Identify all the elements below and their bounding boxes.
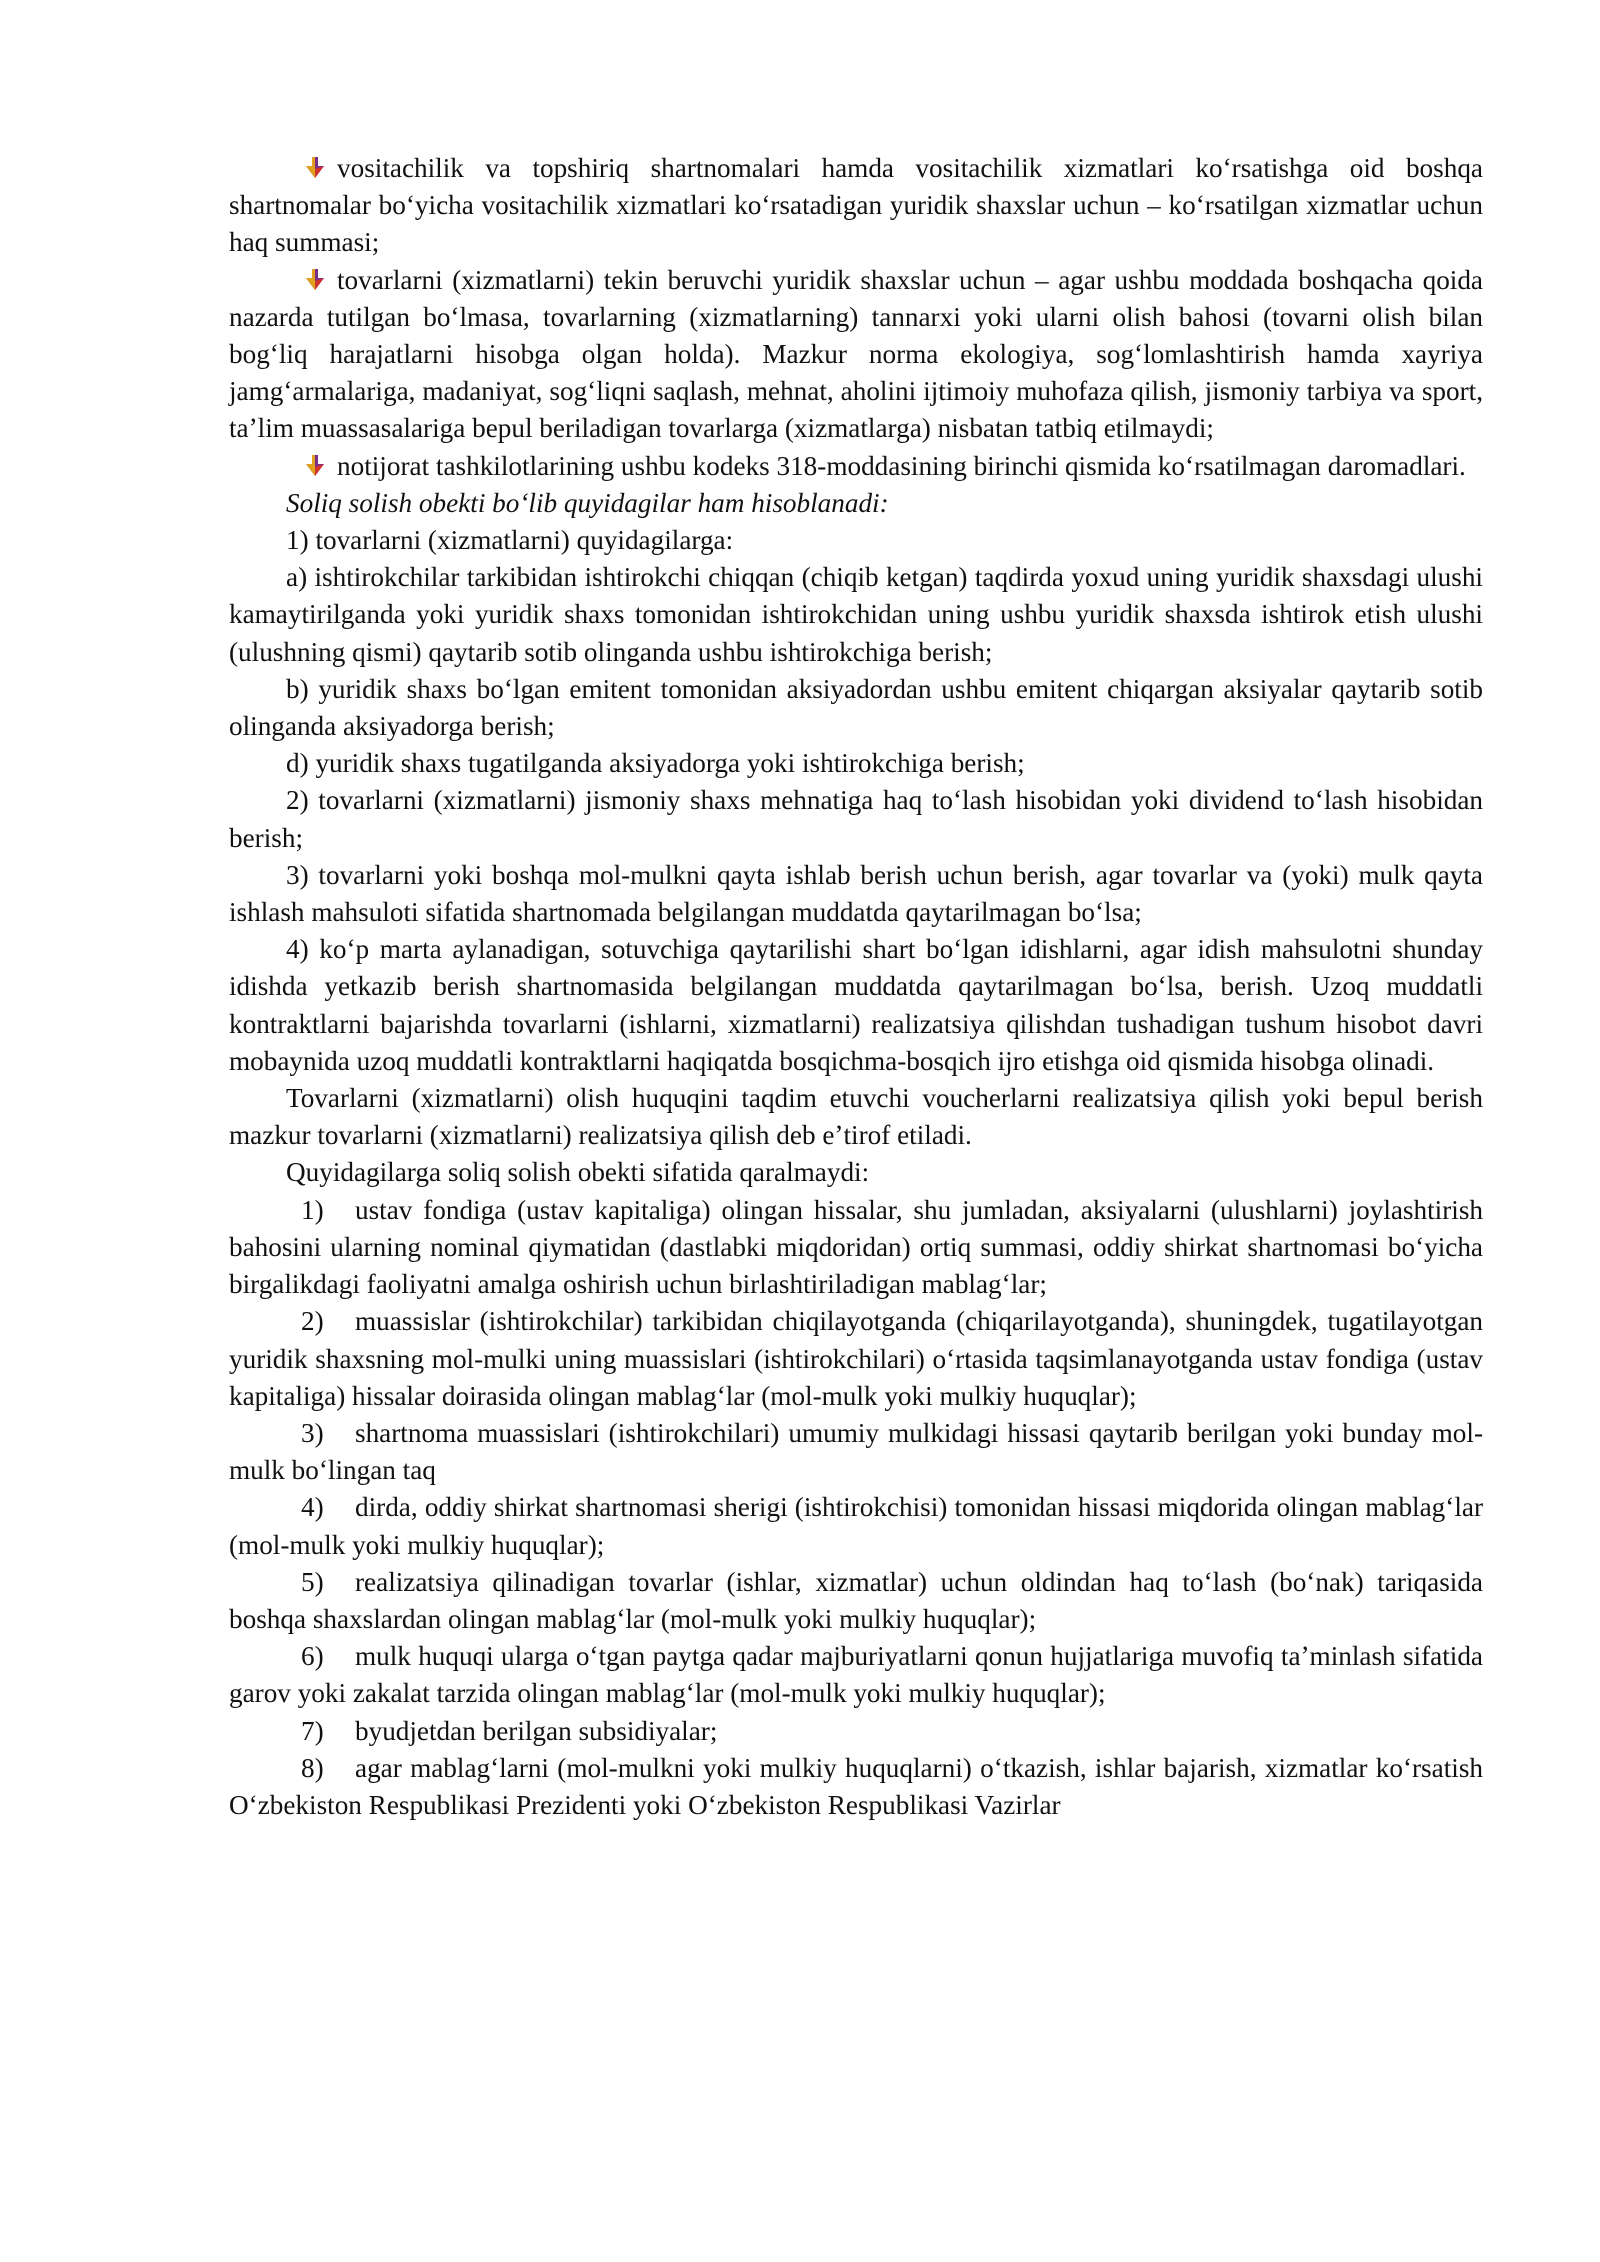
numbered-item [229,1750,1483,1824]
item-text: agar mablagʻlarni (mol-mulkni yoki mulkiy huquqlarni) oʻtkazish, ishlar bajarish, xizmatlar koʻrsatish Oʻzbekiston Respublikasi Prezidenti yoki Oʻzbekiston Respublikasi Vazirlar [229,1752,1483,1820]
paragraph: Tovarlarni (xizmatlarni) olish huquqini taqdim etuvchi voucherlarni realizatsiya qilish yoki bepul berish mazkur tovarlarni (xizmatlarni) realizatsiya qilish deb eʼtirof etiladi. [229,1083,1483,1151]
bullet-arrow-icon [305,269,325,291]
numbered-item [229,1713,1483,1750]
item-text: muassislar (ishtirokchilar) tarkibidan chiqilayotganda (chiqarilayotganda), shuningdek, tugatilayotgan yuridik shaxsning mol-mulki uning muassislari (ishtirokchilari) oʻrtasida taqsimlanayotganda ustav fondiga (ustav kapitaliga) hissalar doirasida olingan mablagʻlar (mol-mulk yoki mulkiy huquqlar); [229,1306,1483,1411]
bullet-arrow-icon [305,455,325,477]
item-number: 4) [301,1492,324,1523]
paragraph: d) yuridik shaxs tugatilganda aksiyadorga yoki ishtirokchiga berish; [286,748,1025,779]
numbered-item [229,1638,1483,1712]
paragraph: 3) tovarlarni yoki boshqa mol-mulkni qayta ishlab berish uchun berish, agar tovarlar va (yoki) mulk qayta ishlash mahsuloti sifatida shartnomada belgilangan muddatda qaytarilmagan boʻlsa; [229,859,1483,928]
bullet-paragraph [229,150,1483,262]
bullet-paragraph [229,262,1483,448]
bullet-text: notijorat tashkilotlarining ushbu kodeks 318-moddasining birinchi qismida koʻrsatilmagan daromadlari. [337,450,1466,481]
item-number: 6) [301,1641,324,1672]
paragraph: 2) tovarlarni (xizmatlarni) jismoniy shaxs mehnatiga haq toʻlash hisobidan yoki dividend toʻlash hisobidan berish; [229,785,1483,853]
item-text: ustav fondiga (ustav kapitaliga) olingan hissalar, shu jumladan, aksiyalarni (ulushlarni) joylashtirish bahosini ularning nominal qiymatidan (dastlabki miqdoridan) ortiq summasi, oddiy shirkat shartnomasi boʻyicha birgalikdagi faoliyatni amalga oshirish uchun birlashtiriladigan mablagʻlar; [229,1194,1483,1300]
document-page [229,150,1483,1824]
item-text: byudjetdan berilgan subsidiyalar; [355,1715,718,1746]
paragraph: a) ishtirokchilar tarkibidan ishtirokchi chiqqan (chiqib ketgan) taqdirda yoxud uning yuridik shaxsdagi ulushi kamaytirilganda yoki yuridik shaxs tomonidan ishtirokchidan uning ushbu yuridik shaxsda ishtirok etish ulushi (ulushning qismi) qaytarib sotib olinganda ushbu ishtirokchiga berish; [229,562,1483,667]
bullet-paragraph [229,448,1483,485]
item-text: dirda, oddiy shirkat shartnomasi sherigi (ishtirokchisi) tomonidan hissasi miqdorida olingan mablagʻlar (mol-mulk yoki mulkiy huquqlar); [229,1492,1483,1560]
item-number: 1) [301,1194,324,1225]
numbered-item [229,1564,1483,1638]
numbered-item [229,1303,1483,1415]
numbered-item [229,1192,1483,1304]
item-number: 8) [301,1752,324,1783]
item-text: shartnoma muassislari (ishtirokchilari) umumiy mulkidagi hissasi qaytarib berilgan yoki bunday mol-mulk boʻlingan taq [229,1417,1483,1486]
bullet-arrow-icon [305,157,325,179]
item-text: mulk huquqi ularga oʻtgan paytga qadar majburiyatlarni qonun hujjatlariga muvofiq taʼminlash sifatida garov yoki zakalat tarzida olingan mablagʻlar (mol-mulk yoki mulkiy huquqlar); [229,1641,1483,1709]
paragraph: 4) koʻp marta aylanadigan, sotuvchiga qaytarilishi shart boʻlgan idishlarni, agar idish mahsulotni shunday idishda yetkazib berish shartnomasida belgilangan muddatda qaytarilmagan boʻlsa, berish. Uzoq muddatli kontraktlarni bajarishda tovarlarni (ishlarni, xizmatlarni) realizatsiya qilishdan tushadigan tushum hisobot davri mobaynida uzoq muddatli kontraktlarni haqiqatda bosqichma-bosqich ijro etishga oid qismida hisobga olinadi. [229,934,1483,1076]
paragraph: 1) tovarlarni (xizmatlarni) quyidagilarga: [286,525,734,556]
item-number: 2) [301,1306,324,1337]
item-number: 5) [301,1566,324,1597]
item-text: realizatsiya qilinadigan tovarlar (ishlar, xizmatlar) uchun oldindan haq toʻlash (boʻnak) tariqasida boshqa shaxslardan olingan mablagʻlar (mol-mulk yoki mulkiy huquqlar); [229,1566,1483,1634]
paragraph: b) yuridik shaxs boʻlgan emitent tomonidan aksiyadordan ushbu emitent chiqargan aksiyalar qaytarib sotib olinganda aksiyadorga berish; [229,673,1483,742]
bullet-text: tovarlarni (xizmatlarni) tekin beruvchi yuridik shaxslar uchun – agar ushbu moddada boshqacha qoida nazarda tutilgan boʻlmasa, tovarlarning (xizmatlarning) tannarxi yoki ularni olish bahosi (tovarni olish bilan bogʻliq harajatlarni hisobga olgan holda). Mazkur norma ekologiya, sogʻlomlashtirish hamda xayriya jamgʻarmalariga, madaniyat, sogʻliqni saqlash, mehnat, aholini ijtimoiy muhofaza qilish, jismoniy tarbiya va sport, taʼlim muassasalariga bepul beriladigan tovarlarga (xizmatlarga) nisbatan tatbiq etilmaydi; [229,264,1483,444]
item-number: 7) [301,1715,324,1746]
paragraph: Quyidagilarga soliq solish obekti sifatida qaralmaydi: [286,1157,870,1188]
numbered-item [229,1415,1483,1489]
item-number: 3) [301,1417,324,1448]
bullet-text: vositachilik va topshiriq shartnomalari hamda vositachilik xizmatlari koʻrsatishga oid boshqa shartnomalar boʻyicha vositachilik xizmatlari koʻrsatadigan yuridik shaxslar uchun – koʻrsatilgan xizmatlar uchun haq summasi; [229,153,1483,258]
numbered-item [229,1489,1483,1563]
italic-heading: Soliq solish obekti boʻlib quyidagilar ham hisoblanadi: [286,487,889,518]
